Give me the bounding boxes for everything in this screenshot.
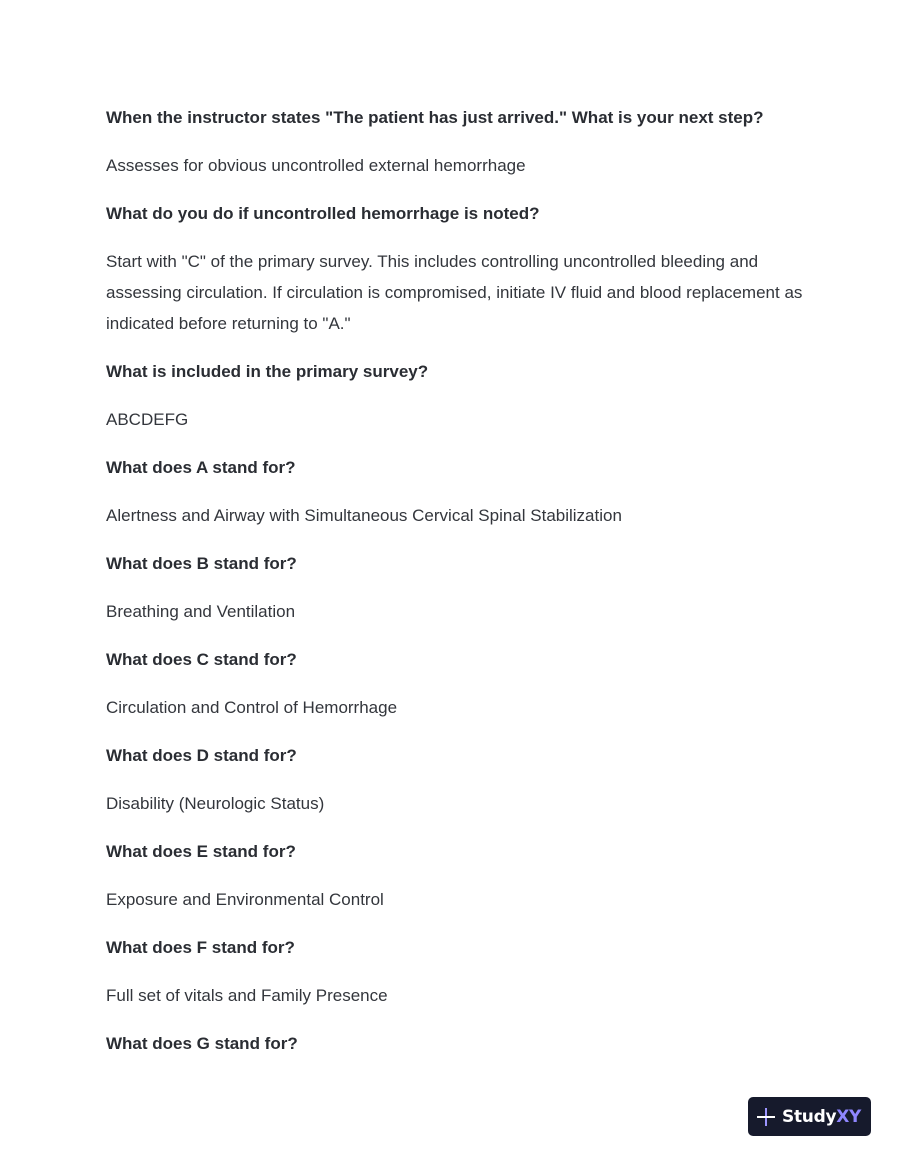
question-text: What does C stand for?: [106, 650, 297, 669]
qa-item-2: [106, 198, 806, 339]
qa-item-8: [106, 836, 806, 915]
answer-text: Circulation and Control of Hemorrhage: [106, 698, 398, 717]
qa-item-3: [106, 356, 806, 435]
brand-accent: XY: [836, 1106, 862, 1127]
qa-item-4: [106, 452, 806, 531]
question-text: What does G stand for?: [106, 1034, 298, 1053]
brand-main: Study: [782, 1106, 837, 1127]
document-page: [106, 102, 806, 1076]
answer-text: Exposure and Environmental Control: [106, 890, 384, 909]
qa-item-6: [106, 644, 806, 723]
qa-item-1: [106, 102, 806, 181]
brand-name: [782, 1107, 861, 1127]
answer-text: Breathing and Ventilation: [106, 602, 296, 621]
question-text: What do you do if uncontrolled hemorrhage is noted?: [106, 204, 540, 223]
question-text: What does D stand for?: [106, 746, 297, 765]
qa-item-5: [106, 548, 806, 627]
question-text: What does B stand for?: [106, 554, 297, 573]
answer-text: Assesses for obvious uncontrolled external hemorrhage: [106, 156, 526, 175]
question-text: What does F stand for?: [106, 938, 295, 957]
studyxy-logo-badge[interactable]: [748, 1097, 871, 1136]
question-text: When the instructor states "The patient has just arrived." What is your next step?: [106, 108, 764, 127]
answer-text: Start with "C" of the primary survey. This includes controlling uncontrolled bleeding and assessing circulation. If circulation is compromised, initiate IV fluid and blood replacement as indicated before returning to "A.": [106, 252, 803, 333]
question-text: What does A stand for?: [106, 458, 296, 477]
answer-text: Full set of vitals and Family Presence: [106, 986, 388, 1005]
question-text: What is included in the primary survey?: [106, 362, 429, 381]
answer-text: Disability (Neurologic Status): [106, 794, 325, 813]
question-text: What does E stand for?: [106, 842, 296, 861]
qa-item-9: [106, 932, 806, 1011]
plus-icon: [756, 1107, 776, 1127]
qa-item-7: [106, 740, 806, 819]
answer-text: ABCDEFG: [106, 410, 189, 429]
qa-item-10: [106, 1028, 806, 1059]
answer-text: Alertness and Airway with Simultaneous Cervical Spinal Stabilization: [106, 506, 622, 525]
